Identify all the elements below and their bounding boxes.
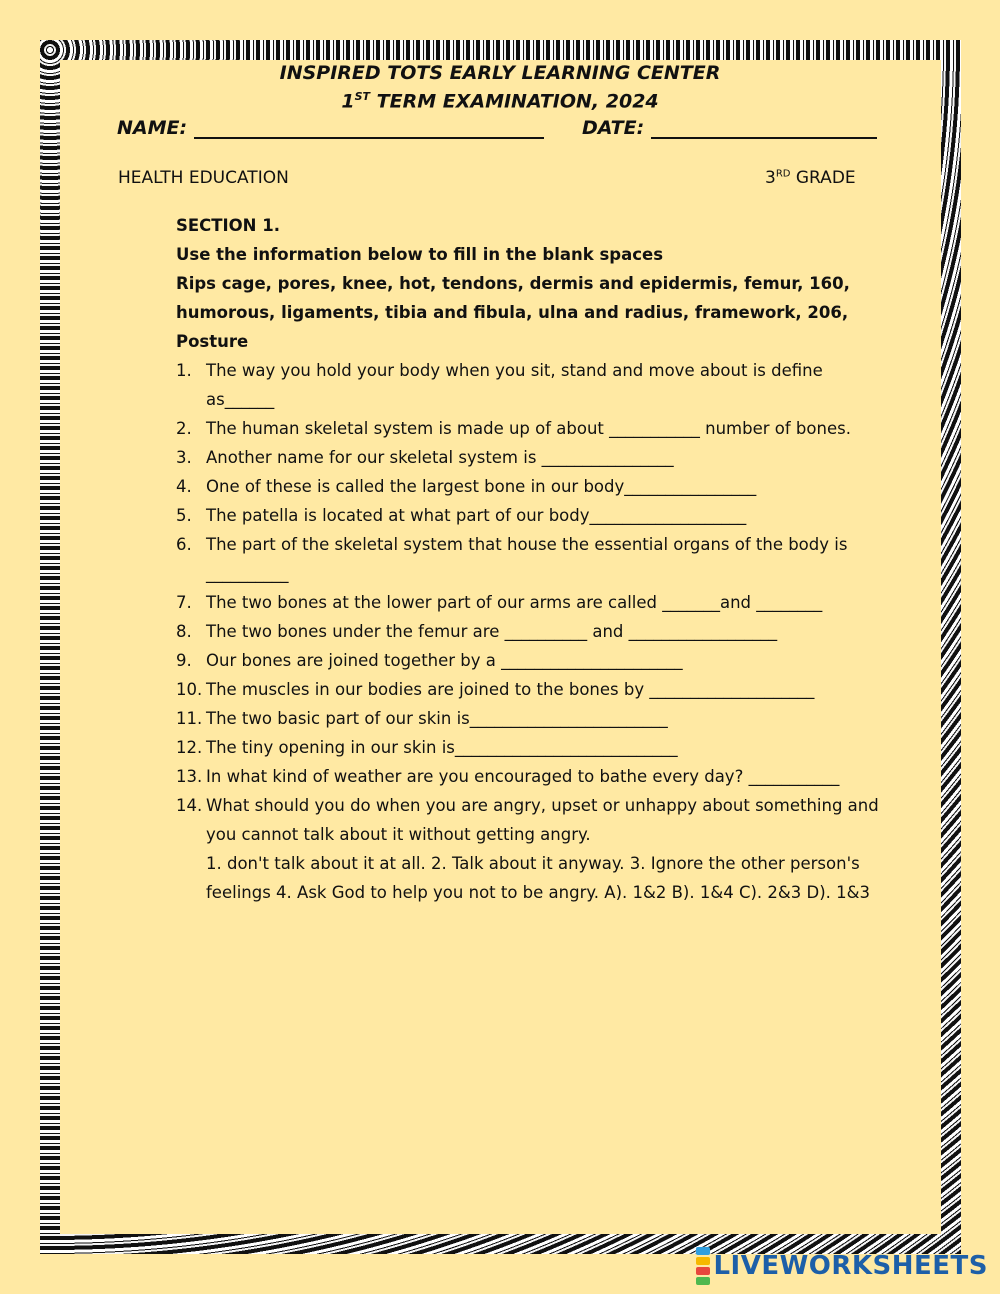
- question-number: 2.: [176, 419, 192, 438]
- question-text: The human skeletal system is made up of about ___________ number of bones.: [206, 419, 851, 438]
- question-item: [176, 443, 896, 472]
- question-number: 11.: [176, 709, 203, 728]
- question-number: 1.: [176, 361, 192, 380]
- question-item: [176, 704, 896, 733]
- question-text: The two bones under the femur are __________ and __________________: [206, 622, 778, 641]
- question-item: [176, 501, 896, 530]
- question-item: [176, 733, 896, 762]
- question-item: [176, 530, 896, 588]
- question-item: [176, 791, 896, 849]
- question-item: [176, 356, 896, 414]
- exam-title: 1ST TERM EXAMINATION, 2024: [341, 90, 659, 113]
- question-item: [176, 646, 896, 675]
- question-text: The two basic part of our skin is________________________: [206, 709, 668, 728]
- question-text: The two bones at the lower part of our arms are called _______and ________: [206, 593, 823, 612]
- question-item: [176, 617, 896, 646]
- question-item: [176, 762, 896, 791]
- question-number: 12.: [176, 738, 203, 757]
- question-text: The part of the skeletal system that house the essential organs of the body is __________: [206, 535, 848, 583]
- logo-icon: [696, 1246, 710, 1286]
- question-text: One of these is called the largest bone in our body________________: [206, 477, 757, 496]
- name-blank[interactable]: [194, 119, 544, 139]
- question-list: [176, 356, 896, 849]
- logo-text: LIVEWORKSHEETS: [713, 1251, 988, 1281]
- question-number: 14.: [176, 796, 203, 815]
- question-number: 5.: [176, 506, 192, 525]
- liveworksheets-logo: [696, 1246, 988, 1286]
- date-blank[interactable]: [651, 119, 877, 139]
- name-field: [117, 117, 544, 139]
- section-title: SECTION 1.: [176, 216, 280, 235]
- q14-options: 1. don't talk about it at all. 2. Talk about it anyway. 3. Ignore the other person's feelings 4. Ask God to help you not to be angry. A). 1&2 B). 1&4 C). 2&3 D). 1&3: [206, 854, 871, 902]
- question-text: Another name for our skeletal system is ________________: [206, 448, 674, 467]
- question-text: The way you hold your body when you sit, stand and move about is define as______: [206, 361, 823, 409]
- question-number: 3.: [176, 448, 192, 467]
- question-number: 4.: [176, 477, 192, 496]
- question-number: 10.: [176, 680, 203, 699]
- date-label: DATE:: [582, 117, 645, 139]
- question-text: Our bones are joined together by a ______________________: [206, 651, 683, 670]
- section-content: [176, 211, 896, 907]
- subject-label: HEALTH EDUCATION: [118, 168, 289, 188]
- question-text: What should you do when you are angry, upset or unhappy about something and you cannot talk about it without getting angry.: [206, 796, 879, 844]
- section-instruction: Use the information below to fill in the blank spaces: [176, 245, 664, 264]
- question-number: 6.: [176, 535, 192, 554]
- question-number: 13.: [176, 767, 203, 786]
- question-text: The tiny opening in our skin is___________________________: [206, 738, 678, 757]
- grade-label: 3RD GRADE: [765, 168, 856, 188]
- name-label: NAME:: [117, 117, 188, 139]
- question-number: 9.: [176, 651, 192, 670]
- word-bank: Rips cage, pores, knee, hot, tendons, dermis and epidermis, femur, 160, humorous, ligaments, tibia and fibula, ulna and radius, framework, 206, Posture: [176, 274, 850, 351]
- question-number: 7.: [176, 593, 192, 612]
- question-item: [176, 472, 896, 501]
- question-item: [176, 675, 896, 704]
- question-number: 8.: [176, 622, 192, 641]
- date-field: [582, 117, 877, 139]
- question-text: The muscles in our bodies are joined to the bones by ____________________: [206, 680, 815, 699]
- school-name: INSPIRED TOTS EARLY LEARNING CENTER: [279, 62, 721, 84]
- question-item: [176, 414, 896, 443]
- question-item: [176, 588, 896, 617]
- question-text: In what kind of weather are you encouraged to bathe every day? ___________: [206, 767, 840, 786]
- question-text: The patella is located at what part of our body___________________: [206, 506, 747, 525]
